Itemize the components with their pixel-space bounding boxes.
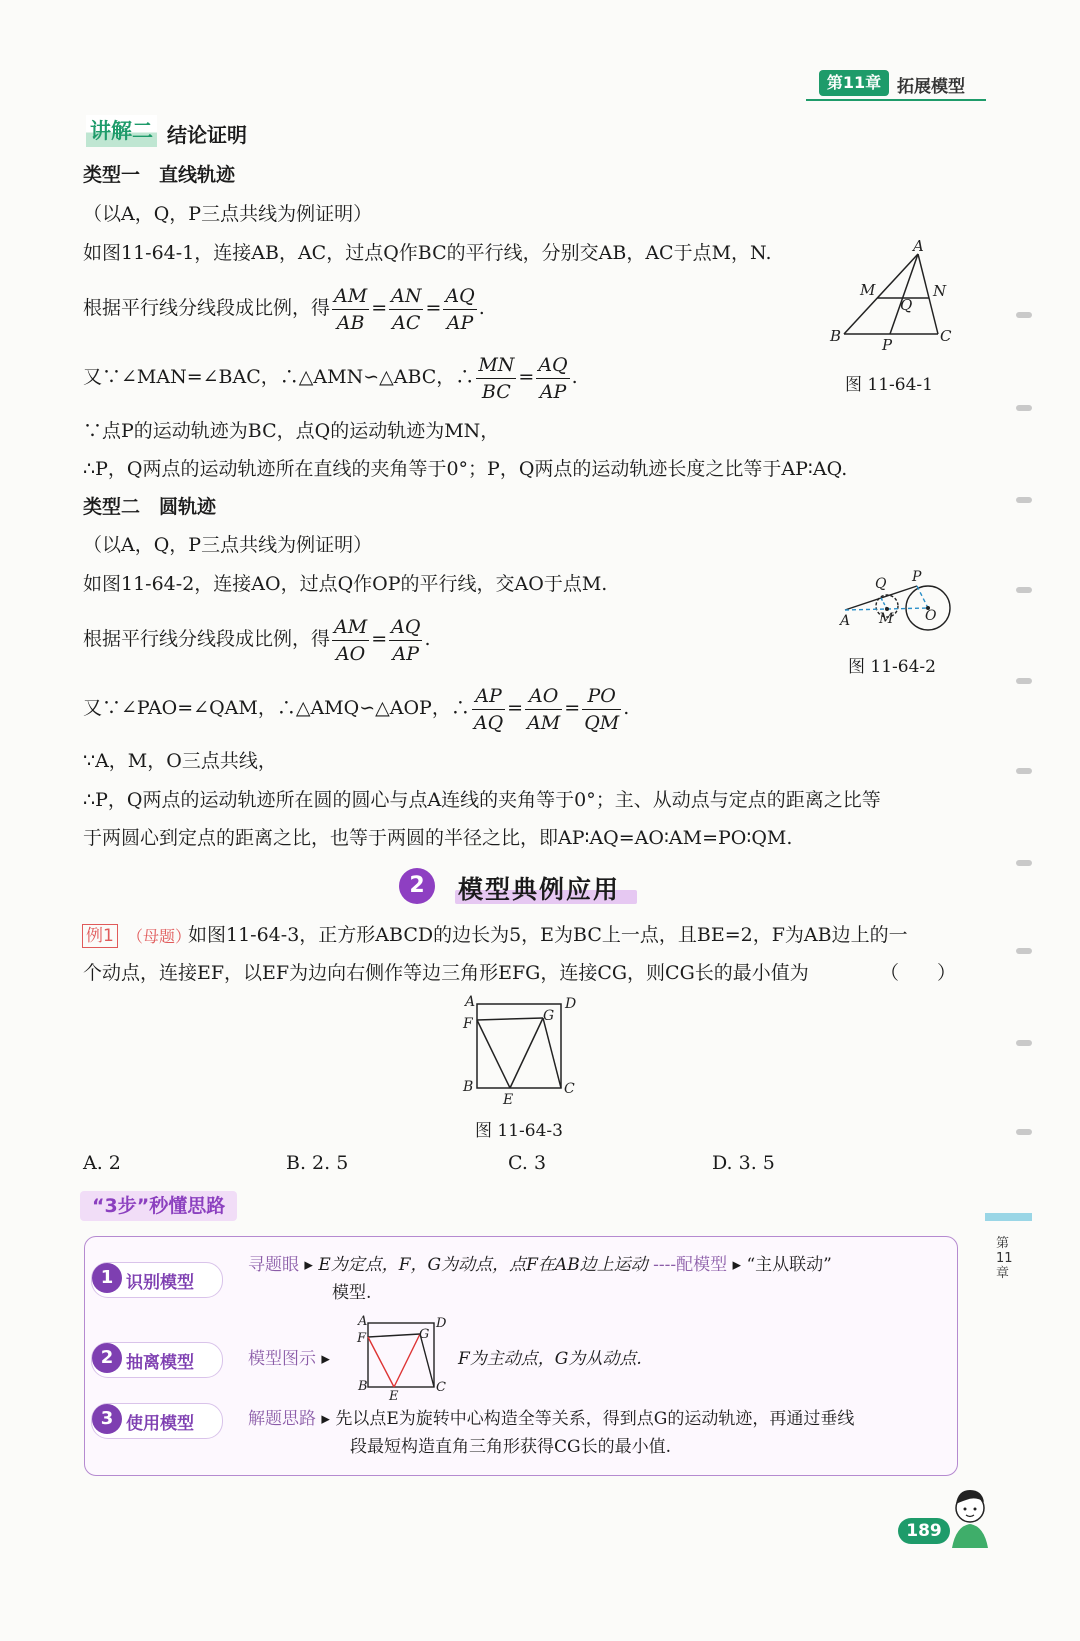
chapter-badge-text: 第11章 (826, 73, 882, 92)
fraction-numerator: AM (332, 614, 369, 641)
dash-divider: ---- (653, 1255, 677, 1275)
example-source: （母题） (127, 927, 192, 946)
arrow-icon: ▸ (304, 1255, 319, 1275)
figure-11-64-2 (835, 568, 960, 638)
step-3-text: 先以点E为旋转中心构造全等关系，得到点G的运动轨迹，再通过垂线 (335, 1409, 855, 1429)
figure-11-64-3 (455, 990, 590, 1110)
steps-banner-text: “3步”秒懂思路 (92, 1195, 226, 1217)
example-tag-text: 例1 (86, 926, 114, 946)
step-3-badge (91, 1403, 223, 1439)
margin-mark (1016, 948, 1032, 954)
fraction (536, 352, 569, 405)
arrow-icon: ▸ (321, 1409, 336, 1429)
fraction-numerator: AQ (443, 283, 476, 310)
fig3-label-f: F (463, 1016, 473, 1032)
step-3-label: 使用模型 (126, 1414, 194, 1434)
margin-mark (1016, 860, 1032, 866)
fraction-numerator: AN (389, 283, 423, 310)
fig3-label-c: C (564, 1081, 575, 1097)
step-3-number: 3 (92, 1404, 122, 1434)
model-label-b: B (358, 1379, 368, 1394)
step-1-badge (91, 1262, 223, 1298)
fig2-label-a: A (840, 613, 851, 629)
arrow-icon: ▸ (321, 1349, 330, 1369)
margin-mark (1016, 405, 1032, 411)
type1-line4: ∵点P的运动轨迹为BC，点Q的运动轨迹为MN， (83, 420, 500, 442)
step-1-text: E为定点，F，G为动点，点F在AB边上运动 (318, 1255, 648, 1275)
fig2-label-p: P (912, 569, 922, 585)
type2-note: （以A，Q，P三点共线为例证明） (83, 534, 373, 556)
fraction-denominator: AQ (473, 711, 504, 734)
fraction (443, 283, 476, 336)
fraction (582, 683, 621, 736)
fig1-label-n: N (933, 282, 947, 300)
model-label-d: D (436, 1316, 447, 1331)
page-number: 189 (906, 1521, 942, 1541)
page-number-badge (898, 1518, 950, 1544)
fig3-label-e: E (503, 1092, 514, 1108)
type2-line6: 于两圆心到定点的距离之比，也等于两圆的半径之比，即AP∶AQ=AO∶AM=PO∶QM. (83, 827, 793, 849)
steps-banner (80, 1191, 237, 1221)
type2-line4: ∵A，M，O三点共线， (83, 750, 277, 772)
fraction-denominator: AC (392, 311, 421, 334)
step-1-label: 识别模型 (126, 1273, 194, 1293)
side-tab: 第11章 (996, 1236, 1013, 1281)
fig2-label-m: M (879, 611, 894, 627)
fig1-label-b: B (830, 327, 842, 345)
margin-mark (1016, 497, 1032, 503)
fig1-caption: 图 11-64-1 (845, 375, 933, 395)
fraction-denominator: BC (481, 380, 511, 403)
fig1-label-m: M (860, 281, 876, 299)
example-text2: 个动点，连接EF，以EF为边向右侧作等边三角形EFG，连接CG，则CG长的最小值为 (83, 962, 809, 984)
margin-mark (1016, 678, 1032, 684)
model-label-c: C (436, 1380, 446, 1395)
type2-ratio-line: 根据平行线分线段成比例，得 $\frac{AM}{AO}$ = $\frac{AQ}{AP}$ . (83, 615, 431, 665)
type2-line1: 如图11-64-2，连接AO，过点Q作OP的平行线，交AO于点M. (83, 573, 608, 595)
fraction-numerator: AM (332, 283, 369, 310)
option-b[interactable]: B. 2. 5 (286, 1152, 349, 1174)
lecture-tag (86, 115, 157, 147)
step-2-hint: 模型图示 (248, 1349, 316, 1369)
fig2-label-o: O (925, 608, 937, 624)
fig3-label-a: A (465, 994, 476, 1010)
fraction (389, 614, 422, 667)
fig3-label-d: D (565, 996, 577, 1012)
option-c[interactable]: C. 3 (508, 1152, 547, 1174)
fraction-denominator: AP (446, 311, 474, 334)
example-text1: 如图11-64-3，正方形ABCD的边长为5，E为BC上一点，且BE=2，F为AB边上的一 (188, 924, 908, 946)
chapter-badge (819, 70, 889, 96)
fraction (472, 683, 505, 736)
margin-mark (1016, 1129, 1032, 1135)
fraction (389, 283, 423, 336)
model-label-f: F (357, 1331, 367, 1346)
fraction-denominator: AB (336, 311, 365, 334)
fraction (525, 683, 562, 736)
model-label-a: A (358, 1314, 368, 1329)
step-1-number: 1 (92, 1263, 122, 1293)
lecture-title: 结论证明 (167, 123, 247, 147)
fig2-label-q: Q (875, 576, 887, 592)
fraction-denominator: AP (392, 642, 420, 665)
type1-line5: ∴P，Q两点的运动轨迹所在直线的夹角等于0°；P，Q两点的运动轨迹长度之比等于AP∶AQ. (83, 458, 848, 480)
step-2-badge (91, 1342, 223, 1378)
fraction-denominator: AP (539, 380, 567, 403)
margin-mark (1016, 312, 1032, 318)
step-2-number: 2 (92, 1343, 122, 1373)
fig1-label-q: Q (900, 296, 913, 314)
section2-number-text: 2 (409, 873, 425, 898)
step-1-text2: “主从联动” (746, 1255, 832, 1275)
chapter-title: 拓展模型 (897, 77, 965, 97)
type1-ratio-line: 根据平行线分线段成比例，得 $\frac{AM}{AB}$ = $\frac{AN}{AC}$ = $\frac{AQ}{AP}$ . (83, 284, 485, 334)
type1-title: 类型一 直线轨迹 (83, 164, 236, 186)
section2-number (399, 868, 435, 904)
step-2-label: 抽离模型 (126, 1353, 194, 1373)
lecture-tag-text: 讲解二 (90, 119, 153, 143)
type2-title: 类型二 圆轨迹 (83, 496, 217, 518)
fraction-numerator: AQ (389, 614, 422, 641)
example-tag (82, 924, 118, 948)
type1-note: （以A，Q，P三点共线为例证明） (83, 203, 373, 225)
step-1-hint2: 配模型 (676, 1255, 728, 1275)
arrow-icon: ▸ (732, 1255, 742, 1275)
step-3-content (248, 1405, 854, 1433)
model-label-e: E (389, 1389, 399, 1403)
type1-line3-prefix: 又∵∠MAN=∠BAC，∴△AMN∽△ABC，∴ (83, 366, 475, 388)
model-label-g: G (419, 1327, 430, 1342)
fraction-numerator: MN (476, 352, 516, 379)
option-d[interactable]: D. 3. 5 (712, 1152, 775, 1174)
type1-line1: 如图11-64-1，连接AB，AC，过点Q作BC的平行线，分别交AB，AC于点M，N. (83, 242, 772, 264)
example-blank: （ ） (880, 962, 957, 984)
type1-line2-prefix: 根据平行线分线段成比例，得 (83, 297, 331, 319)
fraction-numerator: PO (582, 683, 621, 710)
fraction-numerator: AQ (536, 352, 569, 379)
section2-title: 模型典例应用 (458, 875, 621, 904)
margin-mark (1016, 768, 1032, 774)
fraction (332, 614, 369, 667)
fig3-caption: 图 11-64-3 (475, 1121, 563, 1141)
fig1-label-c: C (940, 327, 952, 345)
header-rule (806, 99, 986, 101)
type2-similar-line: 又∵∠PAO=∠QAM，∴△AMQ∽△AOP，∴ $\frac{AP}{AQ}$ = $\frac{AO}{AM}$ = $\frac{PO}{QM}$ . (83, 684, 630, 734)
fig3-label-g: G (543, 1008, 555, 1024)
type2-line2-prefix: 根据平行线分线段成比例，得 (83, 628, 331, 650)
step-2-text: F为主动点，G为从动点. (458, 1349, 642, 1369)
margin-mark (1016, 587, 1032, 593)
fraction-numerator: AO (525, 683, 562, 710)
option-a[interactable]: A. 2 (83, 1152, 121, 1174)
step-2-model-figure (350, 1313, 455, 1403)
step-1-hint: 寻题眼 (248, 1255, 299, 1275)
fraction (332, 283, 369, 336)
figure-11-64-1 (820, 238, 960, 353)
fraction-denominator: AO (335, 642, 366, 665)
step-3-hint: 解题思路 (248, 1409, 316, 1429)
step-2-hint-row (248, 1345, 330, 1373)
fig2-caption: 图 11-64-2 (848, 657, 936, 677)
step-3-text2: 段最短构造直角三角形获得CG长的最小值. (350, 1437, 671, 1457)
fig1-label-a: A (913, 238, 924, 255)
side-tab-strip (985, 1213, 1032, 1221)
fig3-label-b: B (463, 1079, 474, 1095)
type2-line5: ∴P，Q两点的运动轨迹所在圆的圆心与点A连线的夹角等于0°；主、从动点与定点的距离之比等 (83, 789, 881, 811)
fraction (476, 352, 516, 405)
fraction-denominator: QM (584, 711, 620, 734)
fraction-numerator: AP (472, 683, 505, 710)
step-1-content (248, 1251, 832, 1279)
margin-mark (1016, 1040, 1032, 1046)
mascot-icon (944, 1478, 994, 1548)
step-1-text3: 模型. (332, 1283, 372, 1303)
type1-similar-line: 又∵∠MAN=∠BAC，∴△AMN∽△ABC，∴ $\frac{MN}{BC}$ = $\frac{AQ}{AP}$ . (83, 353, 578, 403)
fraction-denominator: AM (527, 711, 561, 734)
fig1-label-p: P (882, 336, 893, 353)
type2-line3-prefix: 又∵∠PAO=∠QAM，∴△AMQ∽△AOP，∴ (83, 697, 470, 719)
